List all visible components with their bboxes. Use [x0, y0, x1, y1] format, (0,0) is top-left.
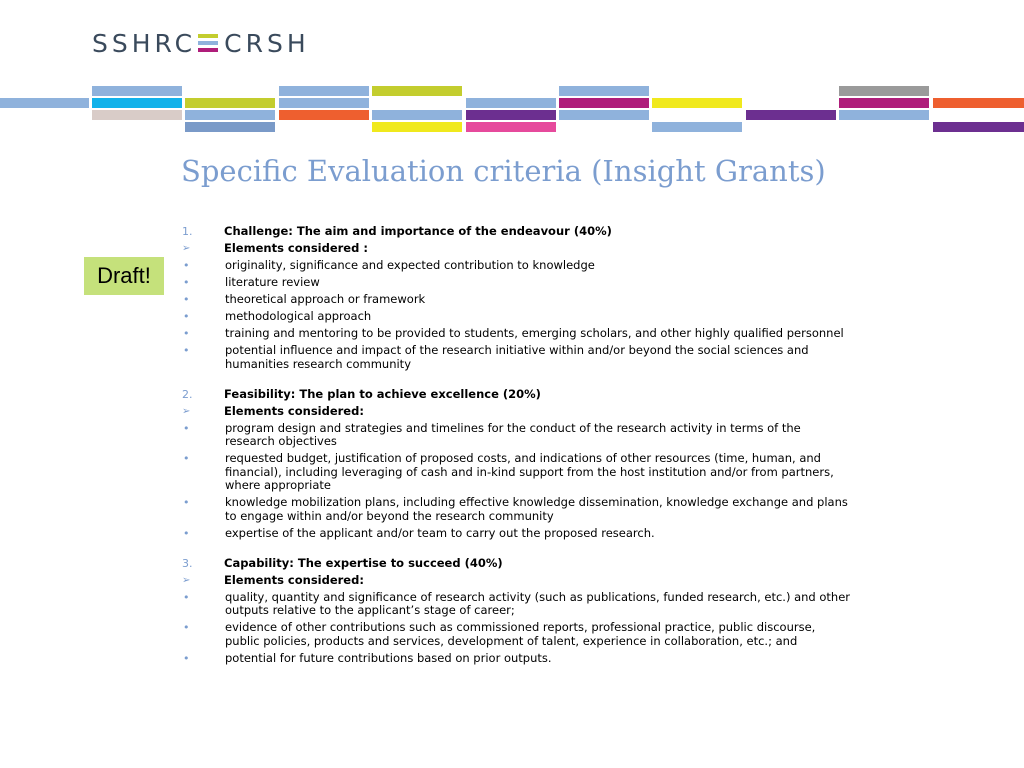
section-spacer — [182, 544, 852, 557]
list-item-text: literature review — [225, 275, 320, 289]
list-item-text: requested budget, justification of proposed costs, and indications of other resources (time, human, and financial), including leveraging of cash and in-kind support from the host institution and/or from partners, where appropriate — [225, 451, 834, 492]
section-heading — [182, 557, 852, 571]
elements-label-text: Elements considered : — [224, 241, 368, 255]
color-bar — [652, 98, 742, 108]
list-item — [182, 327, 852, 341]
color-bar — [92, 110, 182, 120]
section-heading-text: Feasibility: The plan to achieve excellence (20%) — [224, 386, 541, 401]
color-bar — [559, 110, 649, 120]
color-bar — [466, 110, 556, 120]
color-bar — [92, 86, 182, 96]
logo-text-left: SSHRC — [92, 28, 197, 58]
bullet-icon: • — [183, 259, 190, 272]
list-item-text: potential influence and impact of the research initiative within and/or beyond the social sciences and humanities research community — [225, 343, 809, 371]
arrow-bullet-icon: ➢ — [182, 405, 191, 417]
list-item-text: training and mentoring to be provided to students, emerging scholars, and other highly qualified personnel — [225, 326, 844, 340]
list-item-text: theoretical approach or framework — [225, 292, 426, 306]
list-item — [182, 259, 852, 273]
bullet-icon: • — [183, 590, 190, 604]
arrow-bullet-icon: ➢ — [182, 574, 191, 586]
color-bar — [933, 122, 1024, 132]
bullet-icon: • — [183, 293, 190, 306]
color-bar — [466, 122, 556, 132]
section-heading-text: Challenge: The aim and importance of the endeavour (40%) — [224, 224, 612, 238]
list-item-text: potential for future contributions based on prior outputs. — [225, 650, 552, 665]
elements-considered-label — [182, 574, 852, 588]
list-item-text: methodological approach — [225, 309, 372, 323]
list-item — [182, 310, 852, 324]
section-heading-text: Capability: The expertise to succeed (40%) — [224, 555, 503, 570]
color-bar — [185, 122, 275, 132]
color-bar — [652, 122, 742, 132]
color-bar — [466, 98, 556, 108]
list-item-text: evidence of other contributions such as commissioned reports, professional practice, public discourse, public policies, products and services, development of talent, experience in collaboration, etc.; and — [225, 620, 816, 648]
list-item — [182, 276, 852, 290]
list-item-text: knowledge mobilization plans, including effective knowledge dissemination, knowledge exchange and plans to engage within and/or beyond the research community — [225, 495, 848, 523]
bullet-icon: • — [183, 276, 190, 289]
criteria-list — [182, 225, 852, 669]
bullet-icon: • — [183, 421, 190, 435]
list-item — [182, 293, 852, 307]
color-bar — [185, 98, 275, 108]
color-bar — [279, 110, 369, 120]
bullet-icon: • — [183, 651, 190, 665]
draft-badge: Draft! — [84, 257, 164, 295]
elements-considered-label — [182, 242, 852, 256]
color-bar — [746, 110, 836, 120]
elements-label-text: Elements considered: — [224, 403, 364, 418]
bullet-icon: • — [183, 327, 190, 340]
color-bar — [839, 86, 929, 96]
decorative-color-bars — [0, 0, 1024, 140]
section-number: 3. — [182, 556, 193, 570]
color-bar — [279, 98, 369, 108]
section-spacer — [182, 375, 852, 388]
arrow-bullet-icon: ➢ — [182, 243, 191, 254]
bullet-icon: • — [183, 621, 190, 634]
section-heading — [182, 225, 852, 239]
list-item — [182, 344, 852, 371]
bullet-icon: • — [183, 310, 190, 323]
logo-text-right: CRSH — [224, 28, 310, 58]
color-bar — [372, 122, 462, 132]
color-bar — [279, 86, 369, 96]
elements-considered-label — [182, 405, 852, 419]
slide-title: Specific Evaluation criteria (Insight Grants) — [181, 154, 826, 188]
bullet-icon: • — [183, 496, 190, 509]
section-number: 2. — [182, 387, 193, 401]
list-item — [182, 452, 852, 493]
list-item-text: expertise of the applicant and/or team to carry out the proposed research. — [225, 525, 655, 540]
list-item-text: quality, quantity and significance of research activity (such as publications, funded research, etc.) and other outputs relative to the applicant’s stage of career; — [225, 589, 851, 617]
color-bar — [372, 86, 462, 96]
color-bar — [839, 98, 929, 108]
list-item — [182, 591, 852, 618]
color-bar — [559, 98, 649, 108]
list-item — [182, 652, 852, 666]
elements-label-text: Elements considered: — [224, 572, 364, 587]
color-bar — [185, 110, 275, 120]
list-item-text: originality, significance and expected contribution to knowledge — [225, 258, 595, 272]
bullet-icon: • — [183, 344, 190, 357]
list-item — [182, 527, 852, 541]
color-bar — [933, 98, 1024, 108]
section-heading — [182, 388, 852, 402]
list-item — [182, 621, 852, 648]
color-bar — [372, 110, 462, 120]
section-number: 1. — [182, 225, 193, 238]
list-item — [182, 496, 852, 523]
bullet-icon: • — [183, 452, 190, 465]
color-bar — [559, 86, 649, 96]
color-bar — [839, 110, 929, 120]
list-item-text: program design and strategies and timelines for the conduct of the research activity in terms of the research objectives — [225, 420, 801, 448]
list-item — [182, 422, 852, 449]
bullet-icon: • — [183, 526, 190, 540]
color-bar — [92, 98, 182, 108]
color-bar — [0, 98, 89, 108]
